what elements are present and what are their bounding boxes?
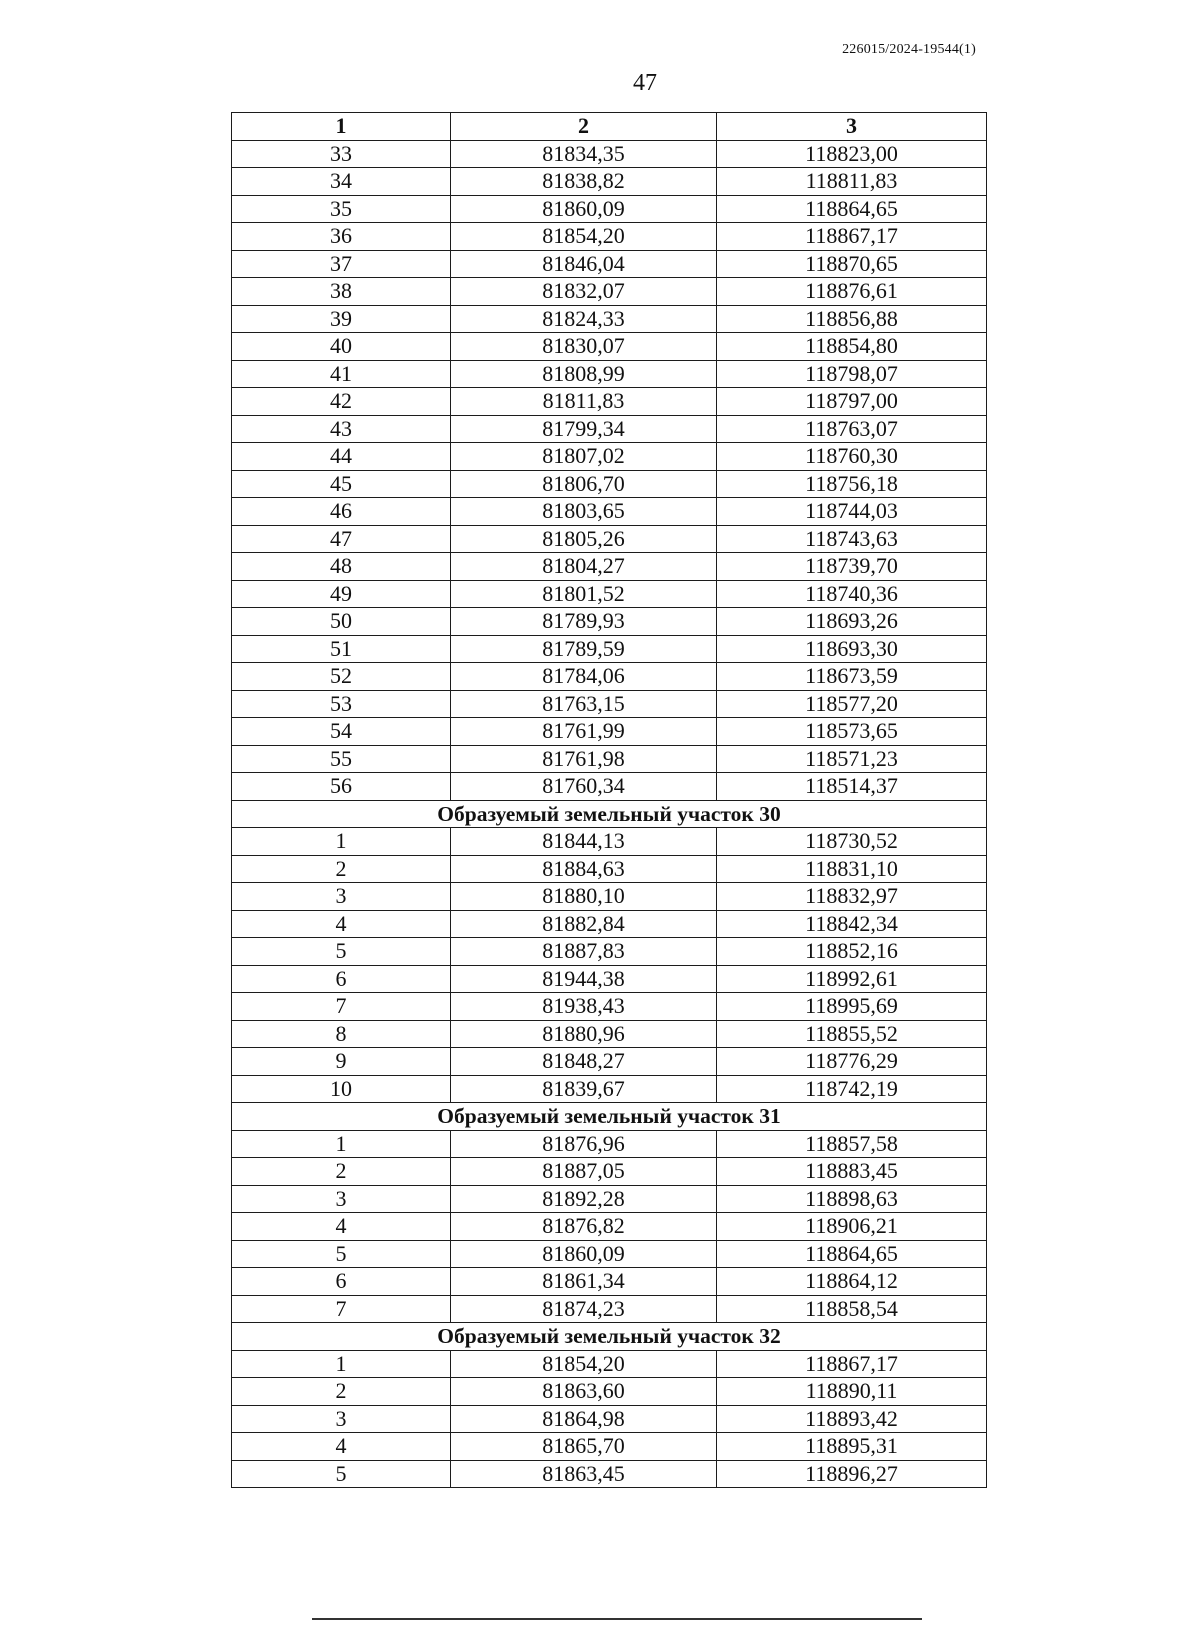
y-coordinate-cell: 118693,30	[717, 635, 987, 663]
y-coordinate-cell: 118867,17	[717, 1350, 987, 1378]
x-coordinate-cell: 81806,70	[451, 470, 717, 498]
x-coordinate-cell: 81887,83	[451, 938, 717, 966]
point-number-cell: 2	[232, 1378, 451, 1406]
point-number-cell: 33	[232, 140, 451, 168]
x-coordinate-cell: 81799,34	[451, 415, 717, 443]
y-coordinate-cell: 118514,37	[717, 773, 987, 801]
y-coordinate-cell: 118842,34	[717, 910, 987, 938]
point-number-cell: 4	[232, 1433, 451, 1461]
x-coordinate-cell: 81761,98	[451, 745, 717, 773]
point-number-cell: 35	[232, 195, 451, 223]
y-coordinate-cell: 118571,23	[717, 745, 987, 773]
table-row	[232, 1020, 987, 1048]
point-number-cell: 55	[232, 745, 451, 773]
table-row	[232, 1048, 987, 1076]
point-number-cell: 51	[232, 635, 451, 663]
x-coordinate-cell: 81854,20	[451, 1350, 717, 1378]
point-number-cell: 36	[232, 223, 451, 251]
x-coordinate-cell: 81876,82	[451, 1213, 717, 1241]
y-coordinate-cell: 118995,69	[717, 993, 987, 1021]
point-number-cell: 6	[232, 965, 451, 993]
x-coordinate-cell: 81839,67	[451, 1075, 717, 1103]
point-number-cell: 40	[232, 333, 451, 361]
x-coordinate-cell: 81844,13	[451, 828, 717, 856]
y-coordinate-cell: 118864,65	[717, 195, 987, 223]
point-number-cell: 7	[232, 993, 451, 1021]
point-number-cell: 3	[232, 883, 451, 911]
x-coordinate-cell: 81761,99	[451, 718, 717, 746]
table-row	[232, 635, 987, 663]
table-row	[232, 910, 987, 938]
section-title-row	[232, 800, 987, 828]
table-row	[232, 828, 987, 856]
x-coordinate-cell: 81824,33	[451, 305, 717, 333]
x-coordinate-cell: 81834,35	[451, 140, 717, 168]
section-title-row	[232, 1103, 987, 1131]
point-number-cell: 48	[232, 553, 451, 581]
table-row	[232, 1130, 987, 1158]
table-row	[232, 415, 987, 443]
y-coordinate-cell: 118693,26	[717, 608, 987, 636]
y-coordinate-cell: 118896,27	[717, 1460, 987, 1488]
y-coordinate-cell: 118730,52	[717, 828, 987, 856]
table-row	[232, 773, 987, 801]
table-row	[232, 1213, 987, 1241]
page-number: 47	[633, 70, 657, 96]
header-row	[232, 113, 987, 141]
x-coordinate-cell: 81865,70	[451, 1433, 717, 1461]
section-title-row	[232, 1323, 987, 1351]
y-coordinate-cell: 118856,88	[717, 305, 987, 333]
section-title: Образуемый земельный участок 31	[232, 1103, 987, 1131]
x-coordinate-cell: 81854,20	[451, 223, 717, 251]
table-row	[232, 360, 987, 388]
x-coordinate-cell: 81830,07	[451, 333, 717, 361]
y-coordinate-cell: 118797,00	[717, 388, 987, 416]
table-row	[232, 690, 987, 718]
x-coordinate-cell: 81861,34	[451, 1268, 717, 1296]
x-coordinate-cell: 81938,43	[451, 993, 717, 1021]
point-number-cell: 46	[232, 498, 451, 526]
x-coordinate-cell: 81848,27	[451, 1048, 717, 1076]
x-coordinate-cell: 81892,28	[451, 1185, 717, 1213]
y-coordinate-cell: 118854,80	[717, 333, 987, 361]
y-coordinate-cell: 118867,17	[717, 223, 987, 251]
x-coordinate-cell: 81884,63	[451, 855, 717, 883]
table-row	[232, 250, 987, 278]
x-coordinate-cell: 81838,82	[451, 168, 717, 196]
table-row	[232, 168, 987, 196]
point-number-cell: 5	[232, 938, 451, 966]
x-coordinate-cell: 81803,65	[451, 498, 717, 526]
point-number-cell: 10	[232, 1075, 451, 1103]
point-number-cell: 1	[232, 1130, 451, 1158]
table-row	[232, 745, 987, 773]
document-number: 226015/2024-19544(1)	[842, 42, 976, 57]
table-row	[232, 883, 987, 911]
table-row	[232, 140, 987, 168]
point-number-cell: 6	[232, 1268, 451, 1296]
x-coordinate-cell: 81880,96	[451, 1020, 717, 1048]
x-coordinate-cell: 81876,96	[451, 1130, 717, 1158]
y-coordinate-cell: 118744,03	[717, 498, 987, 526]
table-row	[232, 305, 987, 333]
point-number-cell: 47	[232, 525, 451, 553]
y-coordinate-cell: 118864,12	[717, 1268, 987, 1296]
point-number-cell: 56	[232, 773, 451, 801]
y-coordinate-cell: 118855,52	[717, 1020, 987, 1048]
x-coordinate-cell: 81832,07	[451, 278, 717, 306]
x-coordinate-cell: 81944,38	[451, 965, 717, 993]
y-coordinate-cell: 118823,00	[717, 140, 987, 168]
y-coordinate-cell: 118883,45	[717, 1158, 987, 1186]
table-row	[232, 333, 987, 361]
point-number-cell: 54	[232, 718, 451, 746]
x-coordinate-cell: 81846,04	[451, 250, 717, 278]
section-title: Образуемый земельный участок 32	[232, 1323, 987, 1351]
x-coordinate-cell: 81874,23	[451, 1295, 717, 1323]
table-row	[232, 1295, 987, 1323]
x-coordinate-cell: 81789,93	[451, 608, 717, 636]
x-coordinate-cell: 81864,98	[451, 1405, 717, 1433]
y-coordinate-cell: 118776,29	[717, 1048, 987, 1076]
point-number-cell: 1	[232, 828, 451, 856]
table-row	[232, 470, 987, 498]
table-row	[232, 498, 987, 526]
table-row	[232, 1240, 987, 1268]
y-coordinate-cell: 118898,63	[717, 1185, 987, 1213]
point-number-cell: 5	[232, 1460, 451, 1488]
table-row	[232, 278, 987, 306]
y-coordinate-cell: 118756,18	[717, 470, 987, 498]
y-coordinate-cell: 118740,36	[717, 580, 987, 608]
point-number-cell: 3	[232, 1185, 451, 1213]
table-row	[232, 1405, 987, 1433]
y-coordinate-cell: 118577,20	[717, 690, 987, 718]
table-row	[232, 195, 987, 223]
table-row	[232, 1185, 987, 1213]
table-row	[232, 1158, 987, 1186]
table-row	[232, 1075, 987, 1103]
header-cell-y: 3	[717, 113, 987, 141]
table-row	[232, 580, 987, 608]
x-coordinate-cell: 81860,09	[451, 1240, 717, 1268]
point-number-cell: 50	[232, 608, 451, 636]
table-row	[232, 1268, 987, 1296]
point-number-cell: 1	[232, 1350, 451, 1378]
y-coordinate-cell: 118763,07	[717, 415, 987, 443]
x-coordinate-cell: 81784,06	[451, 663, 717, 691]
point-number-cell: 39	[232, 305, 451, 333]
table-row	[232, 718, 987, 746]
table-row	[232, 1433, 987, 1461]
y-coordinate-cell: 118876,61	[717, 278, 987, 306]
y-coordinate-cell: 118864,65	[717, 1240, 987, 1268]
y-coordinate-cell: 118906,21	[717, 1213, 987, 1241]
x-coordinate-cell: 81805,26	[451, 525, 717, 553]
point-number-cell: 38	[232, 278, 451, 306]
table-row	[232, 388, 987, 416]
y-coordinate-cell: 118870,65	[717, 250, 987, 278]
table-row	[232, 223, 987, 251]
point-number-cell: 8	[232, 1020, 451, 1048]
y-coordinate-cell: 118811,83	[717, 168, 987, 196]
table-row	[232, 608, 987, 636]
table-row	[232, 938, 987, 966]
y-coordinate-cell: 118893,42	[717, 1405, 987, 1433]
header-cell-point: 1	[232, 113, 451, 141]
table-row	[232, 443, 987, 471]
point-number-cell: 37	[232, 250, 451, 278]
x-coordinate-cell: 81789,59	[451, 635, 717, 663]
y-coordinate-cell: 118992,61	[717, 965, 987, 993]
point-number-cell: 7	[232, 1295, 451, 1323]
y-coordinate-cell: 118742,19	[717, 1075, 987, 1103]
section-title: Образуемый земельный участок 30	[232, 800, 987, 828]
point-number-cell: 2	[232, 1158, 451, 1186]
y-coordinate-cell: 118673,59	[717, 663, 987, 691]
point-number-cell: 4	[232, 1213, 451, 1241]
table-row	[232, 965, 987, 993]
x-coordinate-cell: 81763,15	[451, 690, 717, 718]
coordinates-table-body	[232, 113, 987, 1488]
table-row	[232, 1460, 987, 1488]
y-coordinate-cell: 118760,30	[717, 443, 987, 471]
table-row	[232, 1378, 987, 1406]
point-number-cell: 2	[232, 855, 451, 883]
x-coordinate-cell: 81887,05	[451, 1158, 717, 1186]
y-coordinate-cell: 118739,70	[717, 553, 987, 581]
y-coordinate-cell: 118858,54	[717, 1295, 987, 1323]
x-coordinate-cell: 81801,52	[451, 580, 717, 608]
coordinates-table	[231, 112, 987, 1488]
y-coordinate-cell: 118890,11	[717, 1378, 987, 1406]
x-coordinate-cell: 81760,34	[451, 773, 717, 801]
point-number-cell: 9	[232, 1048, 451, 1076]
x-coordinate-cell: 81807,02	[451, 443, 717, 471]
table-row	[232, 553, 987, 581]
point-number-cell: 34	[232, 168, 451, 196]
y-coordinate-cell: 118857,58	[717, 1130, 987, 1158]
point-number-cell: 44	[232, 443, 451, 471]
point-number-cell: 3	[232, 1405, 451, 1433]
y-coordinate-cell: 118852,16	[717, 938, 987, 966]
table-row	[232, 993, 987, 1021]
y-coordinate-cell: 118895,31	[717, 1433, 987, 1461]
x-coordinate-cell: 81811,83	[451, 388, 717, 416]
point-number-cell: 41	[232, 360, 451, 388]
point-number-cell: 5	[232, 1240, 451, 1268]
x-coordinate-cell: 81863,60	[451, 1378, 717, 1406]
x-coordinate-cell: 81882,84	[451, 910, 717, 938]
x-coordinate-cell: 81860,09	[451, 195, 717, 223]
x-coordinate-cell: 81863,45	[451, 1460, 717, 1488]
table-row	[232, 1350, 987, 1378]
x-coordinate-cell: 81880,10	[451, 883, 717, 911]
point-number-cell: 42	[232, 388, 451, 416]
y-coordinate-cell: 118831,10	[717, 855, 987, 883]
y-coordinate-cell: 118832,97	[717, 883, 987, 911]
table-row	[232, 663, 987, 691]
point-number-cell: 52	[232, 663, 451, 691]
y-coordinate-cell: 118573,65	[717, 718, 987, 746]
header-cell-x: 2	[451, 113, 717, 141]
y-coordinate-cell: 118798,07	[717, 360, 987, 388]
point-number-cell: 49	[232, 580, 451, 608]
bottom-edge-line	[312, 1618, 922, 1620]
point-number-cell: 45	[232, 470, 451, 498]
point-number-cell: 4	[232, 910, 451, 938]
table-row	[232, 855, 987, 883]
point-number-cell: 43	[232, 415, 451, 443]
x-coordinate-cell: 81808,99	[451, 360, 717, 388]
point-number-cell: 53	[232, 690, 451, 718]
table-row	[232, 525, 987, 553]
y-coordinate-cell: 118743,63	[717, 525, 987, 553]
x-coordinate-cell: 81804,27	[451, 553, 717, 581]
